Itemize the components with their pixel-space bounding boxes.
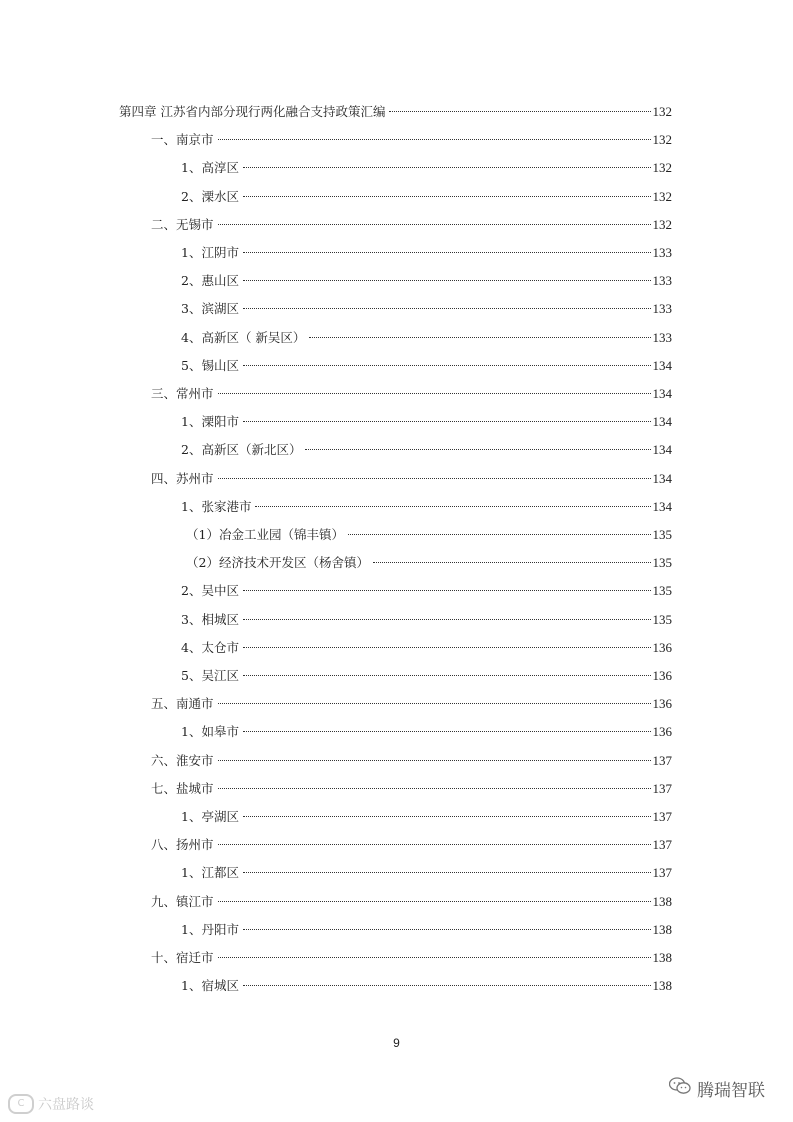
toc-entry-page: 137 [652, 837, 672, 853]
toc-entry-page: 138 [652, 950, 672, 965]
watermark-right [669, 1076, 765, 1101]
toc-entry-label: 1、江阴市 [181, 245, 239, 260]
toc-dot-leader [243, 252, 651, 253]
toc-dot-leader [243, 985, 651, 986]
toc-dot-leader [218, 760, 651, 761]
toc-entry[interactable] [151, 948, 672, 968]
toc-entry-label: 第四章 江苏省内部分现行两化融合支持政策汇编 [119, 104, 386, 119]
toc-entry[interactable] [181, 356, 672, 376]
toc-entry[interactable] [151, 469, 672, 489]
toc-entry-label: 4、太仓市 [181, 639, 239, 655]
toc-entry-page: 135 [652, 611, 672, 627]
toc-dot-leader [389, 111, 650, 112]
toc-dot-leader [218, 224, 651, 225]
toc-dot-leader [243, 816, 651, 817]
toc-entry-label: （2）经济技术开发区（杨舍镇） [186, 555, 369, 571]
toc-entry-label: 八、扬州市 [151, 837, 214, 853]
toc-entry-label: 1、亭湖区 [181, 809, 239, 824]
toc-entry-page: 138 [652, 893, 672, 909]
toc-entry-page: 133 [652, 273, 672, 289]
toc-dot-leader [218, 393, 651, 394]
toc-entry-page: 136 [652, 668, 672, 683]
toc-entry-page: 134 [652, 498, 672, 514]
toc-entry-label: 六、淮安市 [151, 752, 214, 768]
toc-entry-page: 133 [652, 329, 672, 345]
toc-dot-leader [243, 590, 651, 591]
toc-entry[interactable] [181, 440, 672, 460]
toc-entry-page: 135 [652, 583, 672, 599]
toc-entry[interactable] [151, 779, 672, 799]
toc-dot-leader [218, 703, 651, 704]
toc-dot-leader [243, 280, 651, 281]
toc-entry[interactable] [181, 299, 672, 319]
toc-entry-page: 135 [652, 527, 672, 542]
watermark-left [8, 1094, 94, 1114]
toc-entry-label: 3、相城区 [181, 611, 239, 627]
toc-entry-page: 132 [652, 160, 672, 176]
toc-dot-leader [243, 365, 651, 366]
toc-entry-page: 137 [652, 865, 672, 881]
toc-dot-leader [243, 929, 651, 930]
toc-entry-label: 九、镇江市 [151, 893, 214, 909]
toc-entry[interactable] [151, 892, 672, 912]
toc-entry[interactable] [151, 751, 672, 771]
toc-dot-leader [218, 788, 651, 789]
page-number: 9 [393, 1036, 400, 1050]
toc-entry-label: 一、南京市 [151, 132, 214, 148]
toc-entry[interactable] [151, 384, 672, 404]
toc-entry-label: 4、高新区（ 新吴区） [181, 329, 306, 345]
toc-dot-leader [218, 957, 651, 958]
toc-dot-leader [218, 901, 651, 902]
toc-entry-page: 136 [652, 639, 672, 655]
toc-entry-label: 2、溧水区 [181, 188, 239, 204]
toc-entry[interactable] [119, 102, 672, 122]
toc-dot-leader [218, 478, 651, 479]
toc-dot-leader [255, 506, 650, 507]
toc-entry[interactable] [181, 722, 672, 742]
toc-entry-label: 5、吴江区 [181, 668, 239, 683]
toc-entry[interactable] [186, 525, 672, 545]
toc-dot-leader [243, 308, 651, 309]
toc-entry[interactable] [151, 215, 672, 235]
toc-entry-label: 四、苏州市 [151, 470, 214, 486]
toc-entry[interactable] [181, 497, 672, 517]
toc-entry[interactable] [181, 976, 672, 996]
toc-entry[interactable] [181, 412, 672, 432]
toc-entry-label: 十、宿迁市 [151, 950, 214, 965]
toc-entry-page: 134 [652, 470, 672, 486]
toc-entry-page: 137 [652, 752, 672, 768]
toc-entry[interactable] [181, 863, 672, 883]
toc-entry-page: 134 [652, 442, 672, 458]
toc-dot-leader [373, 562, 651, 563]
toc-entry-page: 133 [652, 245, 672, 260]
toc-entry-page: 132 [652, 216, 672, 232]
toc-entry-page: 132 [652, 104, 672, 119]
toc-entry-page: 133 [652, 301, 672, 317]
toc-entry-page: 134 [652, 414, 672, 430]
toc-dot-leader [243, 421, 651, 422]
toc-dot-leader [309, 337, 650, 338]
toc-entry[interactable] [181, 581, 672, 601]
toc-dot-leader [305, 449, 650, 450]
toc-dot-leader [243, 647, 651, 648]
toc-entry-label: 5、锡山区 [181, 357, 239, 373]
toc-entry-page: 136 [652, 696, 672, 712]
toc-entry-label: 1、宿城区 [181, 978, 239, 994]
toc-entry-label: 1、溧阳市 [181, 414, 239, 430]
toc-entry-label: 1、江都区 [181, 865, 239, 881]
toc-entry[interactable] [181, 807, 672, 827]
watermark-right-text: 腾瑞智联 [697, 1081, 765, 1101]
toc-entry-page: 138 [652, 978, 672, 994]
toc-dot-leader [243, 731, 651, 732]
toc-entry-page: 136 [652, 724, 672, 740]
toc-entry[interactable] [181, 187, 672, 207]
toc-entry[interactable] [151, 694, 672, 714]
toc-entry-page: 134 [652, 386, 672, 401]
toc-entry-label: 二、无锡市 [151, 216, 214, 232]
toc-entry[interactable] [181, 271, 672, 291]
toc-entry-label: 1、丹阳市 [181, 921, 239, 937]
toc-entry-label: 三、常州市 [151, 386, 214, 401]
toc-entry-label: 1、高淳区 [181, 160, 239, 176]
toc-dot-leader [218, 139, 651, 140]
toc-entry-label: 2、吴中区 [181, 583, 239, 599]
toc-entry-page: 134 [652, 357, 672, 373]
toc-dot-leader [218, 844, 651, 845]
toc-entry-label: 3、滨湖区 [181, 301, 239, 317]
toc-entry[interactable] [181, 920, 672, 940]
toc-entry[interactable] [151, 835, 672, 855]
toc-entry-page: 132 [652, 132, 672, 148]
toc-entry[interactable] [181, 610, 672, 630]
toc-entry[interactable] [181, 158, 672, 178]
toc-entry[interactable] [181, 666, 672, 686]
wechat-icon [669, 1077, 691, 1100]
toc-dot-leader [243, 675, 651, 676]
toc-entry[interactable] [151, 130, 672, 150]
toc-entry[interactable] [186, 553, 672, 573]
toc-dot-leader [243, 196, 651, 197]
logo-icon: C [8, 1094, 34, 1114]
toc-dot-leader [243, 167, 651, 168]
toc-entry-label: 五、南通市 [151, 696, 214, 712]
toc-entry[interactable] [181, 638, 672, 658]
toc-dot-leader [243, 619, 651, 620]
toc-entry-page: 137 [652, 780, 672, 796]
toc-entry-label: 1、如皋市 [181, 724, 239, 740]
toc-entry[interactable] [181, 243, 672, 263]
toc-entry-page: 137 [652, 809, 672, 824]
toc-entry-label: 七、盐城市 [151, 780, 214, 796]
toc-dot-leader [348, 534, 651, 535]
watermark-left-text: 六盘路谈 [38, 1097, 94, 1113]
toc-entry-label: 2、高新区（新北区） [181, 442, 302, 458]
toc-entry-label: 2、惠山区 [181, 273, 239, 289]
toc-dot-leader [243, 872, 651, 873]
toc-entry[interactable] [181, 328, 672, 348]
toc-entry-page: 132 [652, 188, 672, 204]
toc-entry-label: （1）冶金工业园（锦丰镇） [186, 527, 344, 542]
toc-entry-page: 138 [652, 921, 672, 937]
toc-entry-label: 1、张家港市 [181, 498, 252, 514]
toc-entry-page: 135 [652, 555, 672, 571]
